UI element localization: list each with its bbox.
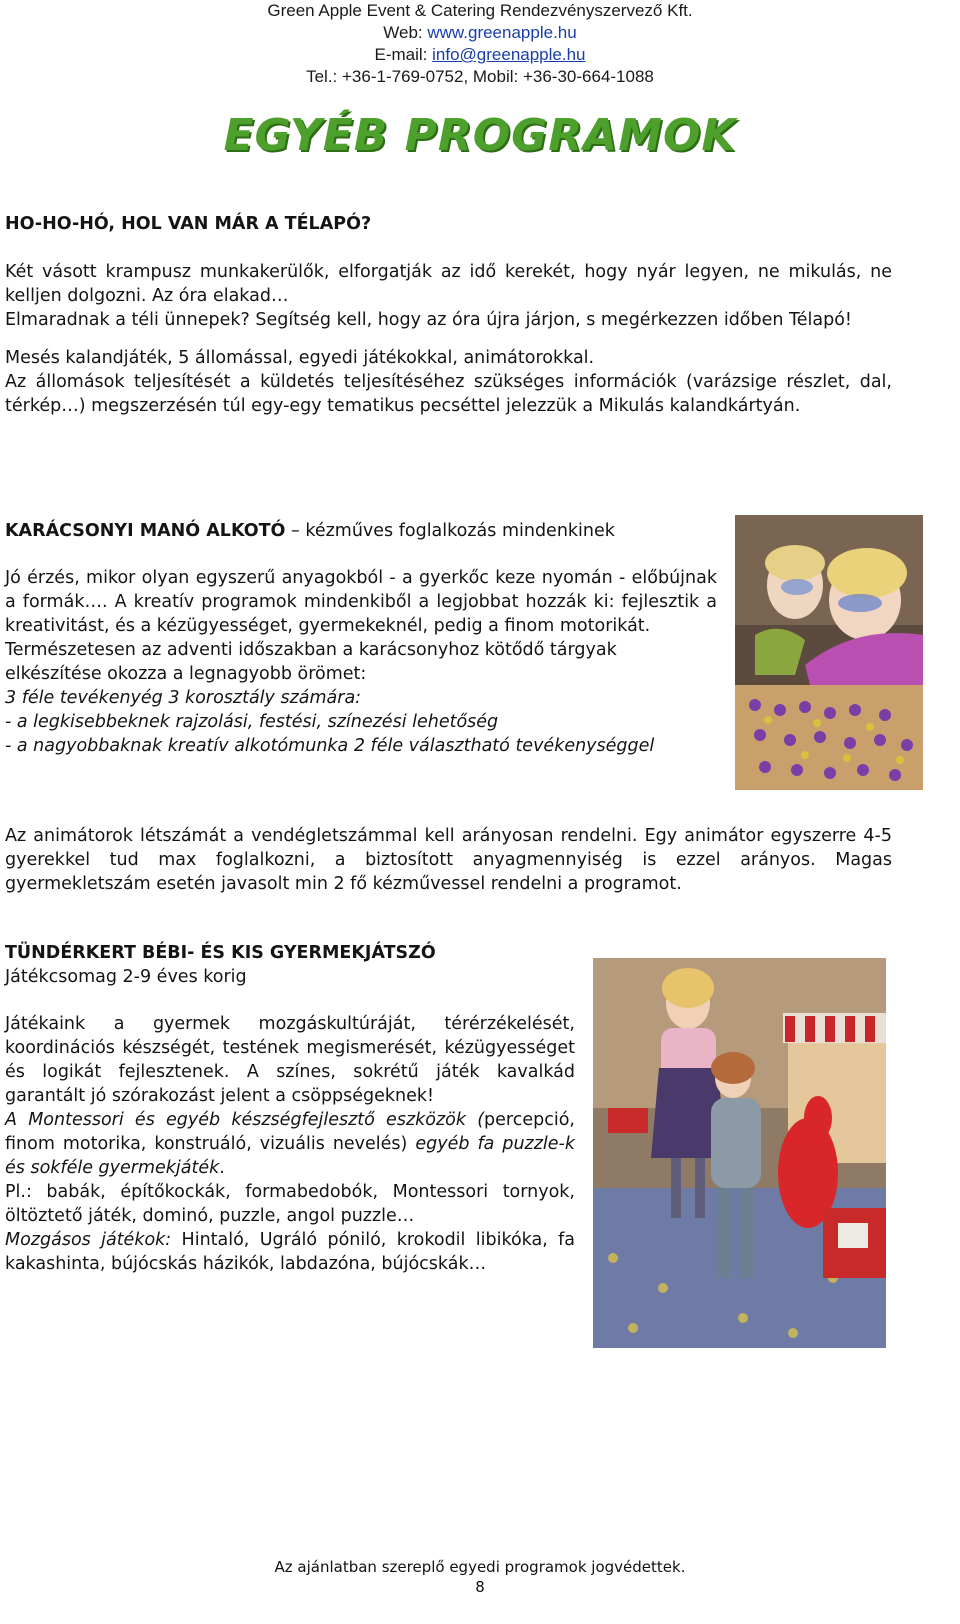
section3-paragraph: A Montessori és egyéb készségfejlesztő eszközök (percepció, finom motorika, konstruáló, vizuális nevelés) egyéb fa puzzle-k és sokféle gyermekjáték. [5,1110,575,1178]
craft-children-photo [735,515,923,790]
section2-heading-rest: – kézműves foglalkozás mindenkinek [285,521,615,541]
phone-line: Tel.: +36-1-769-0752, Mobil: +36-30-664-1088 [306,67,654,86]
section1-body [5,260,892,418]
section2-list-intro: 3 féle tevékenyég 3 korosztály számára: [5,688,362,708]
section2-list-item: - a legkisebbeknek rajzolási, festési, színezési lehetőség [5,712,499,732]
section1-paragraph: Mesés kalandjáték, 5 állomással, egyedi játékokkal, animátorokkal. [5,348,595,368]
section1-heading: HO-HO-HÓ, HOL VAN MÁR A TÉLAPÓ? [5,214,372,234]
company-header [0,0,960,88]
section3-paragraph: Játékaink a gyermek mozgáskultúráját, térérzékelését, koordinációs készségét, testének megismerését, kézügyességet és logikát fejlesztenek. A színes, sokrétű játék kavalkád garantált jó szórakozást jelent a csöppségeknek! [5,1014,575,1106]
section2-paragraph: Természetesen az adventi időszakban a karácsonyhoz kötődő tárgyak elkészítése okozza a legnagyobb örömet: [5,640,617,684]
section3-paragraph: Mozgásos játékok: Hintaló, Ugráló póniló, krokodil libikóka, fa kakashinta, bújócskás házikók, labdazóna, bújócskák… [5,1230,575,1274]
web-line: Web: www.greenapple.hu [383,23,577,42]
playground-children-photo [593,958,886,1348]
section1-paragraph: Az állomások teljesítését a küldetés teljesítéséhez szükséges információk (varázsige részlet, dal, térkép…) megszerzésén túl egy-egy tematikus pecséttel jelezzük a Mikulás kalandkártyán. [5,372,892,416]
copyright-note: Az ajánlatban szereplő egyedi programok jogvédettek. [274,1558,686,1576]
section2-heading: KARÁCSONYI MANÓ ALKOTÓ [5,521,286,541]
section2-body [5,566,717,758]
section2-list-item: - a nagyobbaknak kreatív alkotómunka 2 féle választható tevékenységgel [5,736,655,756]
email-link[interactable]: info@greenapple.hu [432,45,586,64]
page-number: 8 [475,1578,485,1596]
section3-heading: TÜNDÉRKERT BÉBI- ÉS KIS GYERMEKJÁTSZÓ [5,943,436,963]
section2-paragraph: Jó érzés, mikor olyan egyszerű anyagokból - a gyerkőc keze nyomán - előbújnak a formák…. A kreatív programok mindenkiből a legjobbat hozzák ki: fejlesztik a kreativitást, és a kézügyességet, gyermekeknél, pedig a finom motorikát. [5,568,717,636]
section2-heading-line [5,519,720,543]
page-title: EGYÉB PROGRAMOK [223,110,737,161]
section2-closing: Az animátorok létszámát a vendégletszámmal kell arányosan rendelni. Egy animátor egyszerre 4-5 gyerekkel tud max foglalkozni, a biztosított anyagmennyiség is ezzel arányos. Magas gyermekletszám esetén javasolt min 2 fő kézművessel rendelni a programot. [5,826,892,894]
company-name: Green Apple Event & Catering Rendezvényszervező Kft. [267,1,693,20]
section1-paragraph: Elmaradnak a téli ünnepek? Segítség kell, hogy az óra újra járjon, s megérkezzen időben Télapó! [5,310,852,330]
email-line: E-mail: info@greenapple.hu [374,45,586,64]
section3-subheading: Játékcsomag 2-9 éves korig [5,967,247,987]
web-link[interactable]: www.greenapple.hu [427,23,577,42]
section3-paragraph: Pl.: babák, építőkockák, formabedobók, Montessori tornyok, öltöztető játék, dominó, puzzle, angol puzzle… [5,1182,575,1226]
section1-paragraph: Két vásott krampusz munkakerülők, elforgatják az idő kerekét, hogy nyár legyen, ne mikulás, ne kelljen dolgozni. Az óra elakad… [5,262,892,306]
section3-body [5,1012,575,1276]
